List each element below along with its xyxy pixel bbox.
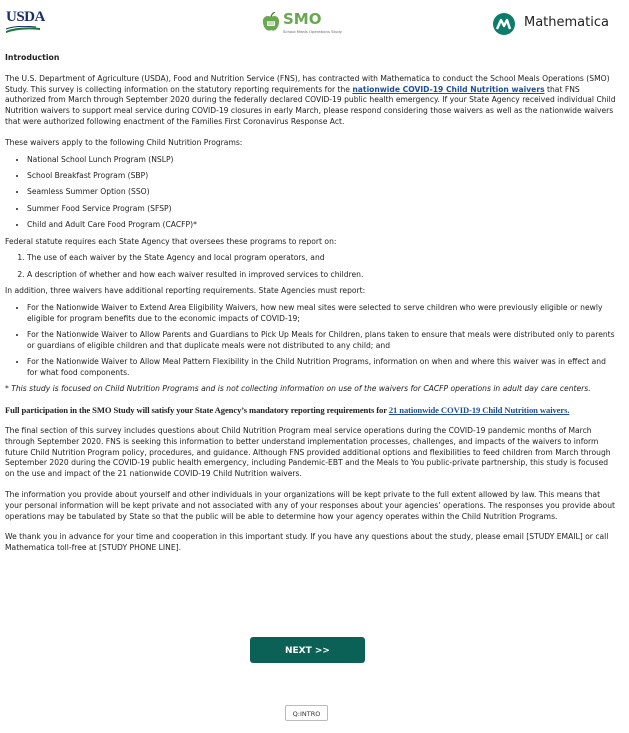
list-item: • Summer Food Service Program (SFSP)	[27, 204, 617, 215]
mathematica-mark-icon	[492, 12, 520, 36]
intro-paragraph	[5, 74, 617, 128]
list-item: • National School Lunch Program (NSLP)	[27, 155, 617, 166]
intro-heading: Introduction	[5, 53, 60, 62]
list-item: • Child and Adult Care Food Program (CACFP)*	[27, 220, 617, 231]
apple-icon	[262, 12, 280, 32]
mathematica-logo	[492, 12, 622, 36]
thanks-paragraph: We thank you in advance for your time and cooperation in this important study. If you have any questions about the study, please email [STUDY EMAIL] or call Mathematica toll-free at [STUDY PHONE LINE].	[5, 532, 609, 553]
programs-lead: These waivers apply to the following Child Nutrition Programs:	[5, 137, 243, 147]
list-item: • For the Nationwide Waiver to Allow Parents and Guardians to Pick Up Meals for Children, plans taken to ensure that meals were distributed only to parents or guardians of eligible children and that duplicate meals were not distributed to any child; and	[27, 330, 617, 352]
privacy-paragraph: The information you provide about yourself and other individuals in your organizations will be kept private to the full extent allowed by law. This means that your personal information will be kept private and not associated with any of your responses about your agencies’ operations. The responses you provide about operations may be tabulated by State so that the public will be able to determine how your agency operates within the Child Nutrition Programs.	[5, 490, 615, 521]
header	[0, 0, 629, 44]
intro-text-b: that FNS authorized from March through September 2020 during the federally declared COVID-19 public health emergency. If your State Agency received individual Child Nutrition waivers to support meal service during COVID-19 closures in early March, please respond considering those waivers as well as the nationwide waivers that were authorized following enactment of the Families First Coronavirus Response Act.	[5, 84, 616, 126]
next-button[interactable]: NEXT >>	[250, 637, 365, 663]
smo-logo-subtitle: School Meals Operations Study	[283, 29, 343, 34]
additional-list	[5, 303, 617, 379]
full-participation-text: Full participation in the SMO Study will satisfy your State Agency’s mandatory reporting requirements for	[5, 405, 389, 416]
waivers-21-link[interactable]: 21 nationwide COVID-19 Child Nutrition waivers.	[388, 405, 570, 416]
statute-lead: Federal statute requires each State Agency that oversees these programs to report on:	[5, 236, 337, 246]
statute-list	[5, 253, 617, 280]
programs-list	[5, 155, 617, 231]
intro-content	[5, 53, 617, 554]
smo-logo-text: SMO	[283, 10, 322, 28]
list-item: • School Breakfast Program (SBP)	[27, 171, 617, 182]
final-section-paragraph: The final section of this survey includes questions about Child Nutrition Program meal service operations during the COVID-19 pandemic months of March through September 2020. FNS is seeking this information to better understand implementation processes, challenges, and impacts of the waivers to inform future Child Nutrition Program policy, procedures, and guidance. Although FNS provided additional options and flexibilities to feed children from March through September 2020 during the COVID-19 public health emergency, including Pandemic-EBT and the Meals to You public-private partnership, this study is focused on the use and impact of the 21 nationwide COVID-19 Child Nutrition waivers.	[5, 426, 611, 479]
full-participation-note	[5, 405, 617, 416]
usda-logo	[6, 9, 45, 33]
list-item: 1. The use of each waiver by the State Agency and local program operators, and	[27, 253, 617, 264]
question-id-label: Q:INTRO	[285, 705, 328, 721]
list-item: 2. A description of whether and how each waiver resulted in improved services to children.	[27, 270, 617, 281]
list-item: • For the Nationwide Waiver to Extend Area Eligibility Waivers, how new meal sites were selected to serve children who were previously eligible or newly eligible for program benefits due to the economic impacts of COVID-19;	[27, 303, 617, 325]
list-item: • For the Nationwide Waiver to Allow Meal Pattern Flexibility in the Child Nutrition Programs, information on when and where this waiver was in effect and for what food components.	[27, 357, 617, 379]
usda-swoosh-icon	[6, 26, 40, 33]
intro-text-a: The U.S. Department of Agriculture (USDA), Food and Nutrition Service (FNS), has contracted with Mathematica to conduct the School Meals Operations (SMO) Study. This survey is collecting information on the statutory reporting requirements for the	[5, 73, 610, 94]
mathematica-logo-text: Mathematica	[524, 15, 609, 30]
list-item: • Seamless Summer Option (SSO)	[27, 187, 617, 198]
footnote: * This study is focused on Child Nutrition Programs and is not collecting information on use of the waivers for CACFP operations in adult day care centers.	[5, 384, 591, 394]
waivers-link[interactable]: nationwide COVID-19 Child Nutrition waivers	[352, 84, 545, 94]
additional-lead: In addition, three waivers have additional reporting requirements. State Agencies must report:	[5, 286, 366, 296]
usda-logo-text: USDA	[6, 9, 45, 25]
smo-logo	[262, 10, 362, 36]
